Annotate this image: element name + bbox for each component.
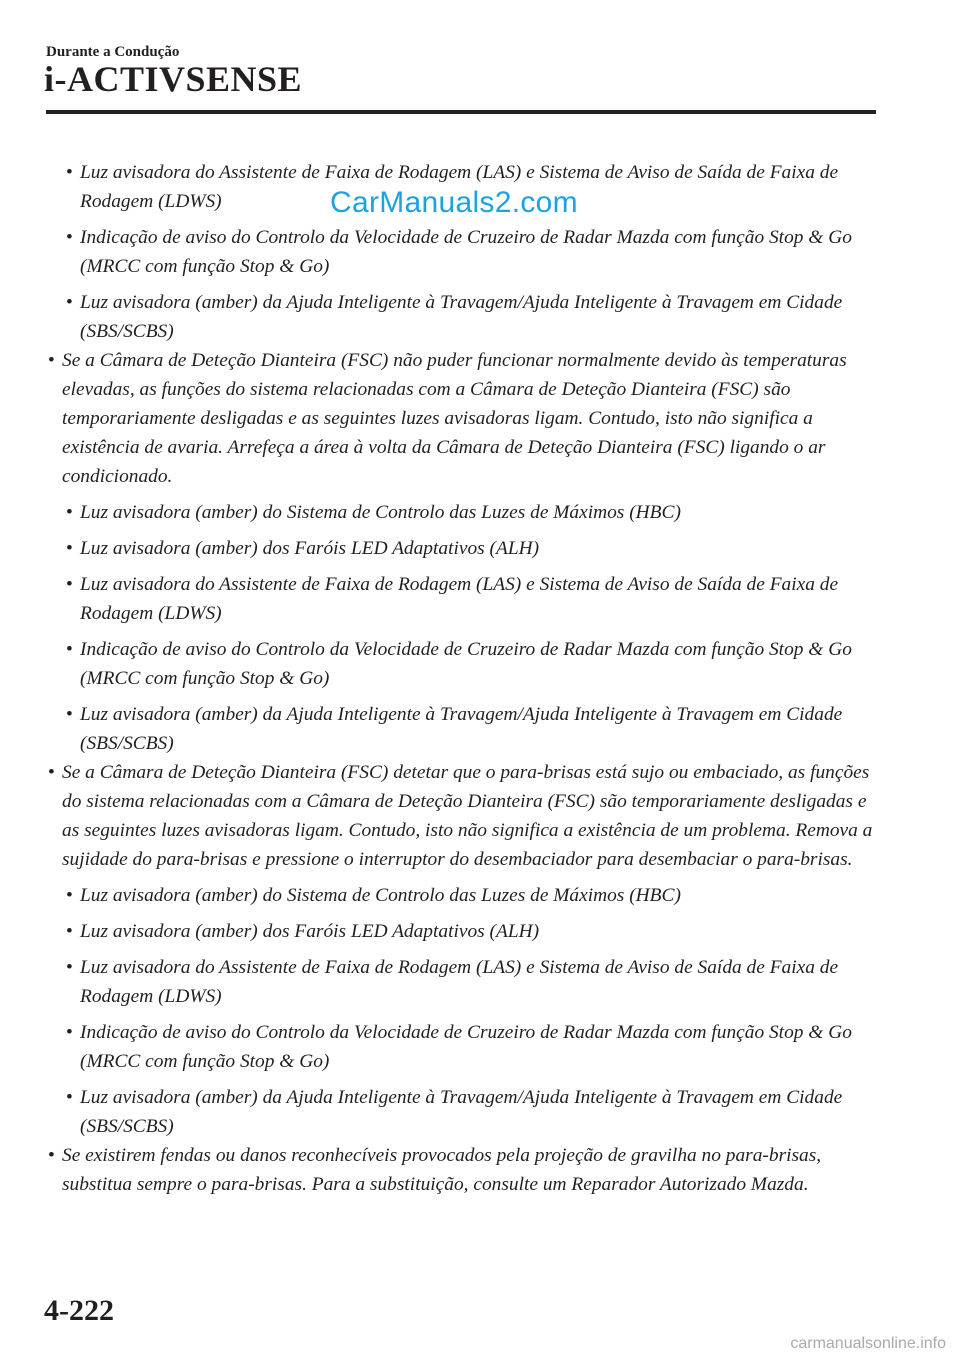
- sub-bullet-item: [46, 635, 886, 693]
- sub-bullet-item: [46, 700, 886, 758]
- bullet-text: Indicação de aviso do Controlo da Velocidade de Cruzeiro de Radar Mazda com função Stop & Go (MRCC com função Stop & Go): [80, 639, 852, 689]
- bullet-marker: •: [66, 1087, 73, 1108]
- sub-bullet-item: [46, 917, 886, 946]
- bullet-item: [46, 1141, 886, 1199]
- sub-bullet-item: [46, 881, 886, 910]
- page-number: 4-222: [44, 1294, 114, 1327]
- sub-bullet-item: [46, 1083, 886, 1141]
- bullet-marker: •: [66, 162, 73, 183]
- sub-bullet-item: [46, 498, 886, 527]
- bullet-item: [46, 758, 886, 874]
- bullet-text: Luz avisadora (amber) da Ajuda Inteligente à Travagem/Ajuda Inteligente à Travagem em Cidade (SBS/SCBS): [80, 704, 843, 754]
- bullet-text: Luz avisadora do Assistente de Faixa de Rodagem (LAS) e Sistema de Aviso de Saída de Faixa de Rodagem (LDWS): [80, 957, 839, 1007]
- bullet-text: Luz avisadora (amber) dos Faróis LED Adaptativos (ALH): [80, 538, 540, 559]
- bullet-marker: •: [66, 921, 73, 942]
- bullet-marker: •: [66, 538, 73, 559]
- sub-bullet-item: [46, 288, 886, 346]
- bullet-text: Se existirem fendas ou danos reconhecíveis provocados pela projeção de gravilha no para-brisas, substitua sempre o para-brisas. Para a substituição, consulte um Reparador Autorizado Mazda.: [62, 1145, 822, 1195]
- bullet-item: [46, 346, 886, 491]
- bullet-marker: •: [66, 704, 73, 725]
- bullet-marker: •: [66, 227, 73, 248]
- bullet-text: Se a Câmara de Deteção Dianteira (FSC) não puder funcionar normalmente devido às temperaturas elevadas, as funções do sistema relacionadas com a Câmara de Deteção Dianteira (FSC) são temporariamente desligadas e as seguintes luzes avisadoras ligam. Contudo, isto não significa a existência de avaria. Arrefeça a área à volta da Câmara de Deteção Dianteira (FSC) ligando o ar condicionado.: [62, 350, 847, 487]
- header-rule: [46, 110, 876, 114]
- sub-bullet-item: [46, 953, 886, 1011]
- section-label: Durante a Condução: [46, 44, 180, 60]
- bullet-marker: •: [66, 574, 73, 595]
- watermark-logo: CarManuals2.com: [330, 186, 578, 219]
- bullet-text: Luz avisadora (amber) dos Faróis LED Adaptativos (ALH): [80, 921, 540, 942]
- sub-bullet-item: [46, 1018, 886, 1076]
- bullet-text: Luz avisadora do Assistente de Faixa de Rodagem (LAS) e Sistema de Aviso de Saída de Faixa de Rodagem (LDWS): [80, 574, 839, 624]
- bullet-text: Indicação de aviso do Controlo da Velocidade de Cruzeiro de Radar Mazda com função Stop & Go (MRCC com função Stop & Go): [80, 227, 852, 277]
- bullet-text: Luz avisadora (amber) do Sistema de Controlo das Luzes de Máximos (HBC): [80, 885, 681, 906]
- bullet-text: Indicação de aviso do Controlo da Velocidade de Cruzeiro de Radar Mazda com função Stop & Go (MRCC com função Stop & Go): [80, 1022, 852, 1072]
- bullet-text: Luz avisadora (amber) da Ajuda Inteligente à Travagem/Ajuda Inteligente à Travagem em Cidade (SBS/SCBS): [80, 292, 843, 342]
- footer-watermark: carmanualsonline.info: [790, 1335, 946, 1352]
- bullet-marker: •: [66, 292, 73, 313]
- bullet-text: Luz avisadora do Assistente de Faixa de Rodagem (LAS) e Sistema de Aviso de Saída de Faixa de Rodagem (LDWS): [80, 162, 839, 212]
- sub-bullet-item: [46, 570, 886, 628]
- sub-bullet-item: [46, 534, 886, 563]
- bullet-marker: •: [48, 1145, 55, 1166]
- bullet-marker: •: [66, 639, 73, 660]
- chapter-title: i-ACTIVSENSE: [44, 59, 303, 99]
- bullet-text: Luz avisadora (amber) da Ajuda Inteligente à Travagem/Ajuda Inteligente à Travagem em Cidade (SBS/SCBS): [80, 1087, 843, 1137]
- bullet-marker: •: [66, 957, 73, 978]
- bullet-marker: •: [48, 350, 55, 371]
- bullet-text: Luz avisadora (amber) do Sistema de Controlo das Luzes de Máximos (HBC): [80, 502, 681, 523]
- bullet-marker: •: [66, 1022, 73, 1043]
- bullet-marker: •: [48, 762, 55, 783]
- manual-body: [46, 158, 886, 1199]
- bullet-marker: •: [66, 885, 73, 906]
- bullet-marker: •: [66, 502, 73, 523]
- sub-bullet-item: [46, 223, 886, 281]
- bullet-text: Se a Câmara de Deteção Dianteira (FSC) detetar que o para-brisas está sujo ou embaciado, as funções do sistema relacionadas com a Câmara de Deteção Dianteira (FSC) são temporariamente desligadas e as seguintes luzes avisadoras ligam. Contudo, isto não significa a existência de um problema. Remova a sujidade do para-brisas e pressione o interruptor do desembaciador para desembaciar o para-brisas.: [62, 762, 873, 870]
